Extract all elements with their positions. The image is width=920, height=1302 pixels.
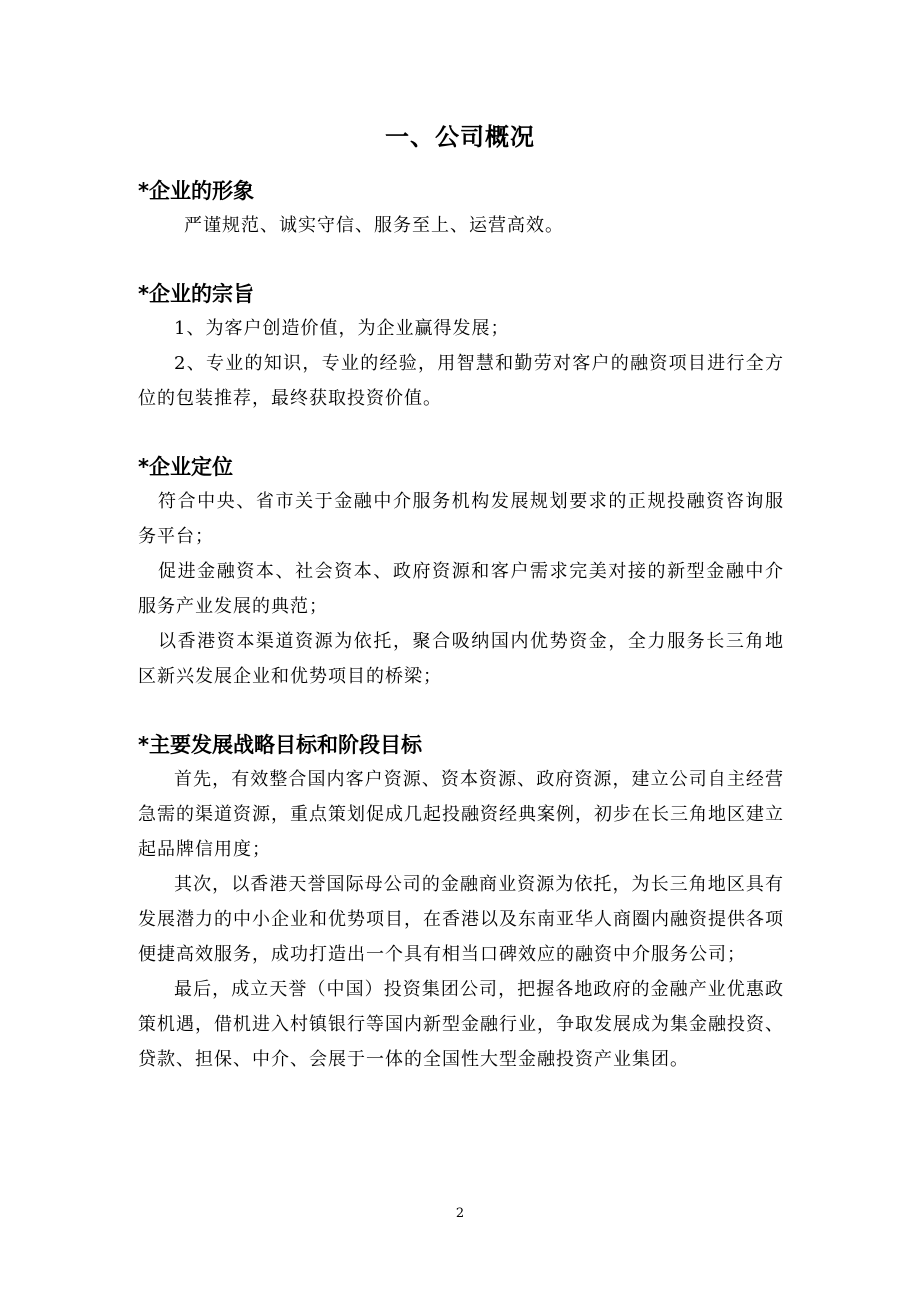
section-heading: *企业的形象 xyxy=(138,179,254,203)
section-corporate-purpose xyxy=(138,277,784,416)
paragraph: 符合中央、省市关于金融中介服务机构发展规划要求的正规投融资咨询服务平台； xyxy=(138,491,784,547)
page-number: 2 xyxy=(455,1206,465,1221)
section-corporate-image xyxy=(138,174,784,243)
paragraph: 1、为客户创造价值，为企业赢得发展； xyxy=(174,318,510,339)
section-corporate-positioning xyxy=(138,450,784,694)
paragraph: 其次，以香港天誉国际母公司的金融商业资源为依托，为长三角地区具有发展潜力的中小企业和优势项目，在香港以及东南亚华人商圈内融资提供各项便捷高效服务，成功打造出一个具有相当口碑效应的融资中介服务公司； xyxy=(138,874,784,965)
section-strategic-goals xyxy=(138,728,784,1077)
paragraph: 严谨规范、诚实守信、服务至上、运营高效。 xyxy=(184,215,564,236)
paragraph: 促进金融资本、社会资本、政府资源和客户需求完美对接的新型金融中介服务产业发展的典范； xyxy=(138,561,784,617)
section-heading: *主要发展战略目标和阶段目标 xyxy=(138,733,422,757)
paragraph: 以香港资本渠道资源为依托，聚合吸纳国内优势资金，全力服务长三角地区新兴发展企业和优势项目的桥梁； xyxy=(138,631,784,687)
paragraph: 2、专业的知识，专业的经验，用智慧和勤劳对客户的融资项目进行全方位的包装推荐，最终获取投资价值。 xyxy=(138,353,784,409)
section-heading: *企业的宗旨 xyxy=(138,282,254,306)
paragraph: 首先，有效整合国内客户资源、资本资源、政府资源，建立公司自主经营急需的渠道资源，重点策划促成几起投融资经典案例，初步在长三角地区建立起品牌信用度； xyxy=(138,769,784,860)
page-title: 一、公司概况 xyxy=(385,123,535,151)
paragraph: 最后，成立天誉（中国）投资集团公司，把握各地政府的金融产业优惠政策机遇，借机进入村镇银行等国内新型金融行业，争取发展成为集金融投资、贷款、担保、中介、会展于一体的全国性大型金融投资产业集团。 xyxy=(138,979,784,1070)
document-body xyxy=(138,174,784,1111)
section-heading: *企业定位 xyxy=(138,455,233,479)
